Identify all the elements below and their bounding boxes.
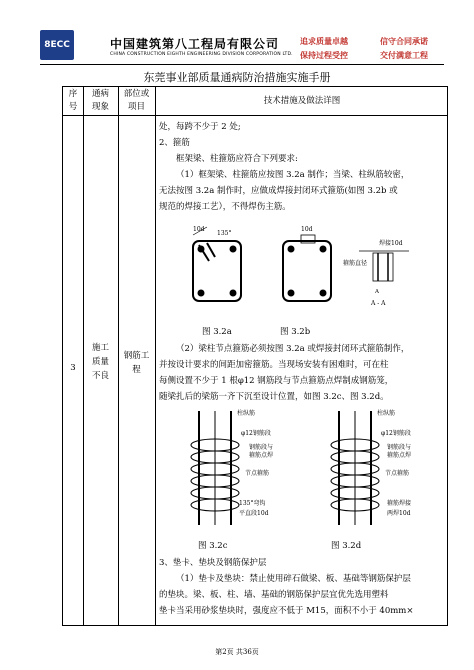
company-logo: [40, 30, 74, 60]
header-location-line: 项目: [127, 102, 145, 112]
fig-d-label: 两焊10d: [387, 510, 411, 517]
fig-d-label: 箍筋点焊: [387, 452, 412, 459]
header-location-line: 部位或: [123, 89, 150, 99]
fig-c-label: 135°弯钩: [239, 500, 266, 507]
fig-b-section-label: A - A: [371, 300, 386, 307]
fig-c-label: 节点箍筋: [245, 470, 270, 477]
content-line: 2、箍筋: [159, 138, 190, 148]
company-name-cn: 中国建筑第八工程局有限公司: [110, 37, 280, 51]
content-line: （2）梁柱节点箍筋必须按图 3.2a 或焊接封闭环式箍筋制作，: [176, 344, 410, 354]
fig-d-label: 箍筋焊接: [387, 500, 412, 507]
content-line: 无法按图 3.2a 制作时，应做成焊接封闭环式箍筋(如图 3.2b 或: [159, 186, 398, 196]
slogan-1: 追求质量卓越: [300, 36, 348, 46]
slogan-4: 交付满意工程: [380, 50, 428, 60]
fig-c-label: φ12钢筋段: [241, 430, 271, 437]
figure-3-2d-drawing: [331, 409, 411, 525]
logo-text: 8ECC: [44, 40, 70, 50]
header-seq: [63, 88, 83, 114]
content-line: 规范的焊接工艺），不得焊伤主筋。: [159, 202, 291, 212]
caption-3-2d: 图 3.2d: [331, 541, 362, 551]
content-block-2: [159, 341, 449, 405]
slogan-3: 保持过程受控: [300, 50, 348, 60]
header-seq-line: 序: [68, 89, 78, 99]
fig-a-angle-label: 135°: [217, 230, 232, 237]
content-line: 随梁扎后的梁筋一齐下沉至设计位置，如图 3.2c、图 3.2d。: [159, 392, 389, 402]
header-seq-line: 号: [68, 102, 78, 112]
fig-b-weld-label: 焊接10d: [379, 240, 403, 247]
header-row-divider: [63, 115, 447, 116]
header-defect-line: 现象: [91, 102, 109, 112]
content-line: 垫卡当采用砂浆垫块时，强度应不低于 M15，面积不小于 40mm×: [159, 606, 414, 616]
company-header: [40, 30, 450, 62]
row-defect-line: 不良: [91, 371, 109, 381]
content-line: （1）框架梁、柱箍筋应按图 3.2a 制作；当梁、柱纵筋较密，: [176, 170, 410, 180]
document-title: 东莞事业部质量通病防治措施实施手册: [143, 71, 331, 84]
header-location: [118, 88, 155, 114]
caption-3-2a: 图 3.2a: [202, 327, 232, 337]
fig-a-length-label: 10d: [193, 226, 205, 233]
content-line: （1）垫卡及垫块：禁止使用碎石做梁、板、基础等钢筋保护层: [176, 574, 411, 584]
col-divider: [155, 87, 156, 625]
fig-b-hoop-label: 箍筋直径: [343, 260, 368, 267]
header-defect-line: 通病: [91, 89, 109, 99]
row-seq: 3: [70, 363, 76, 373]
fig-c-label: 平直段10d: [239, 510, 269, 517]
row-defect-line: 质量: [91, 357, 109, 367]
figure-3-2a-drawing: [193, 226, 241, 301]
header-measures: 技术措施及做法详图: [263, 96, 341, 106]
measures-table: [62, 86, 448, 626]
stirrup-figures-ab: [173, 221, 413, 321]
fig-d-label: 柱纵筋: [377, 410, 396, 417]
figure-3-2c-drawing: [191, 409, 273, 525]
fig-d-label: 节点箍筋: [385, 470, 410, 477]
content-block-1: [159, 119, 449, 215]
row-defect: [83, 341, 118, 383]
content-line: 处，每跨不少于 2 处;: [159, 122, 241, 132]
page-footer: 第2页 共36页: [215, 648, 259, 656]
fig-c-label: 箍筋点焊: [249, 452, 274, 459]
fig-d-label: φ12钢筋段: [381, 430, 411, 437]
cage-figures-cd: [159, 405, 449, 533]
fig-b-a-mark: A: [375, 289, 379, 295]
header-divider: [40, 64, 444, 65]
row-location-line: 钢筋工: [123, 351, 150, 361]
fig-c-label: 柱纵筋: [237, 410, 256, 417]
slogan-2: 信守合同承诺: [380, 36, 428, 46]
content-block-3: [159, 555, 449, 619]
fig-d-label: 钢筋段与: [387, 444, 412, 451]
company-name-en: CHINA CONSTRUCTION EIGHTH ENGINEERING DIVISION CORPORATION LTD.: [110, 52, 293, 57]
section-heading: 3、垫卡、垫块及钢筋保护层: [159, 558, 267, 568]
row-defect-line: 施工: [91, 343, 109, 353]
content-line: 的垫块。梁、板、柱、墙、基础的钢筋保护层宜优先选用塑料: [159, 590, 389, 600]
figure-3-2b-drawing: [283, 226, 409, 307]
caption-3-2c: 图 3.2c: [198, 541, 228, 551]
fig-c-label: 钢筋段与: [249, 444, 274, 451]
content-line: 并按设计要求的间距加密箍筋。当现场安装有困难时，可在柱: [159, 360, 389, 370]
content-line: 框架梁、柱箍筋应符合下列要求:: [176, 154, 298, 164]
fig-b-length-label: 10d: [301, 226, 313, 233]
caption-3-2b: 图 3.2b: [280, 327, 311, 337]
content-line: 每侧设置不少于 1 根φ12 钢筋段与节点箍筋点焊制成钢筋笼，: [159, 376, 394, 386]
row-location: [118, 349, 155, 377]
header-defect: [83, 88, 118, 114]
row-location-line: 程: [132, 365, 141, 375]
